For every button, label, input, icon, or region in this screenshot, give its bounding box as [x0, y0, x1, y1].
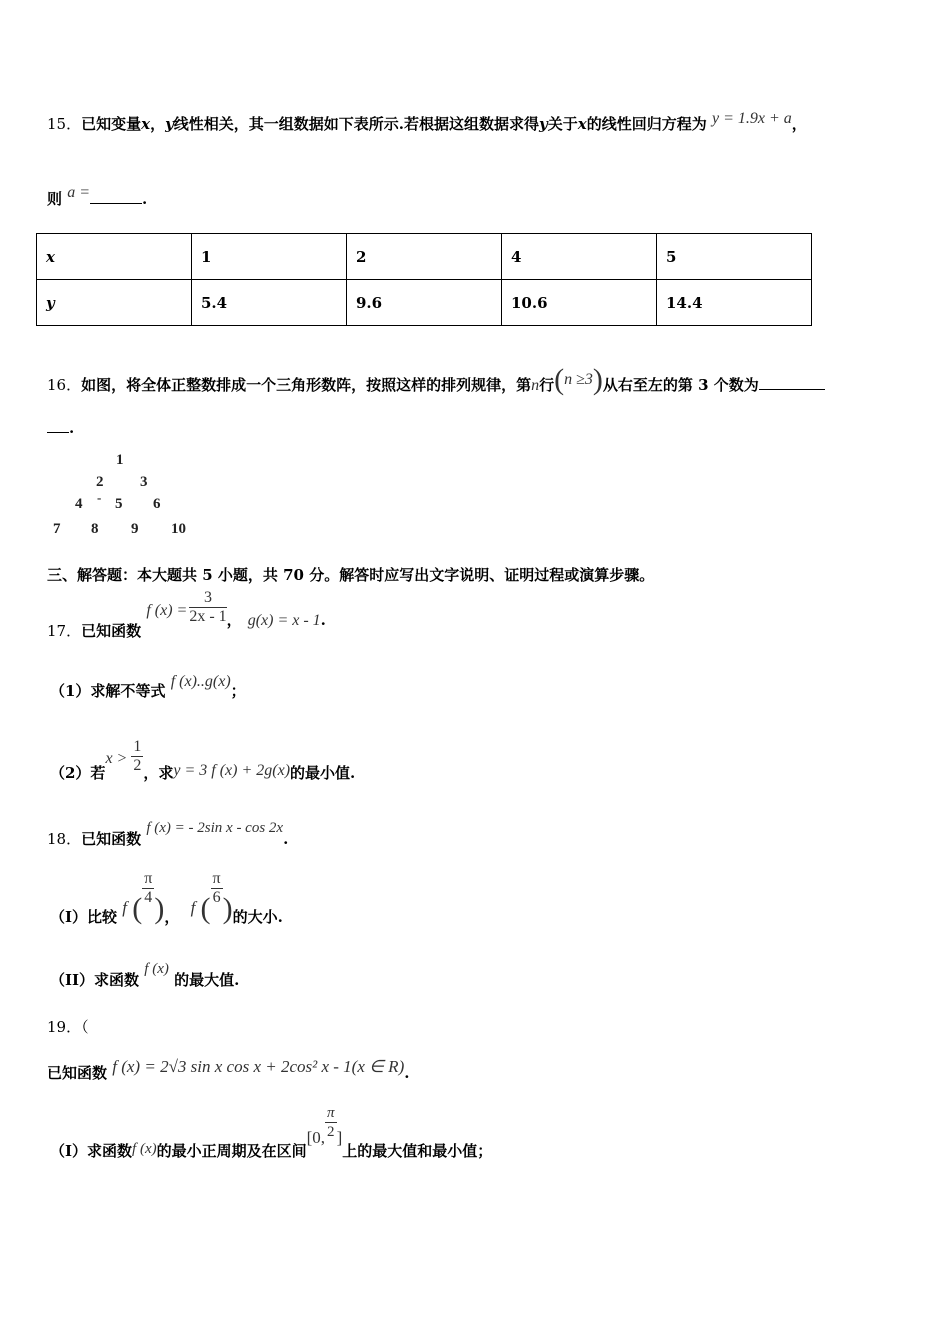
q15-text: 的线性回归方程为 [586, 115, 707, 133]
q15-number: 15． [47, 115, 82, 133]
part-label: （1）求解不等式 [50, 682, 166, 700]
punct: ； [230, 682, 246, 700]
f-symbol: f [190, 897, 196, 917]
q17-text: 的最小值. [290, 763, 356, 782]
triangle-number: 2 [96, 474, 104, 490]
q19-text: 上的最大值和最小值； [342, 1141, 493, 1160]
section-heading: 三、解答题：本大题共 5 小题，共 70 分。解答时应写出文字说明、证明过程或演算步骤。 [47, 566, 655, 584]
q16-number: 16． [47, 376, 82, 394]
triangle-number: 3 [140, 474, 148, 490]
var-n: n [531, 377, 540, 394]
f-symbol: f (x) [132, 1140, 157, 1157]
table-cell: 10.6 [502, 280, 657, 326]
table-row-label: y [37, 280, 192, 326]
paren-open: ( [132, 891, 143, 925]
q16-line1 [47, 363, 825, 403]
f-definition: f (x) = [146, 601, 188, 619]
punct: ， [791, 115, 807, 133]
f-symbol: f [122, 897, 127, 917]
var-y: y [539, 115, 548, 133]
part-label: （2）若 [50, 763, 106, 782]
triangle-number: 8 [91, 521, 99, 537]
paren-open: ( [200, 891, 211, 925]
q17-part2 [50, 730, 356, 782]
punct: ， [150, 115, 166, 133]
numerator: π [327, 1105, 335, 1121]
fraction [325, 1104, 337, 1141]
punct: ， [226, 610, 242, 629]
q17-line1 [47, 589, 326, 640]
var-x: x [141, 115, 151, 133]
q18-part1 [50, 870, 283, 926]
triangle-number: 7 [53, 521, 61, 537]
q16-text: 如图，将全体正整数排成一个三角形数阵，按照这样的排列规律，第 [81, 376, 532, 394]
fraction [189, 589, 226, 626]
numerator: 3 [189, 589, 226, 608]
q19-text: 已知函数 [47, 1064, 108, 1082]
q15-text: 关于 [547, 115, 578, 133]
part-label: （I）求函数 [50, 1141, 133, 1160]
triangle-number: 9 [131, 521, 139, 537]
q19-line1 [47, 1057, 410, 1083]
punct: . [404, 1064, 410, 1082]
denominator: 2 [133, 757, 142, 774]
numerator: π [212, 870, 221, 887]
q17-part1 [50, 673, 246, 701]
triangle-mark: - [97, 490, 102, 505]
punct: . [69, 419, 75, 437]
triangle-number: 10 [171, 521, 186, 537]
q18-number: 18． [47, 830, 82, 848]
q15-line2 [47, 184, 148, 209]
fraction [211, 870, 223, 907]
table-cell: 9.6 [347, 280, 502, 326]
answer-blank [759, 389, 825, 390]
q16-text: 行 [539, 376, 555, 394]
expression: y = 3 f (x) + 2g(x) [173, 761, 291, 779]
denominator: 2 [327, 1124, 335, 1140]
q17-text: 已知函数 [81, 621, 142, 640]
q18-line1 [47, 820, 289, 849]
numerator: π [144, 870, 153, 887]
paren-open: ( [554, 363, 565, 396]
punct: . [142, 190, 148, 208]
regression-equation: y = 1.9x + a [711, 110, 792, 127]
paren-close: ) [592, 363, 603, 396]
triangle-number: 6 [153, 496, 161, 512]
q19-text: 的最小正周期及在区间 [156, 1141, 307, 1160]
q17-text: ，求 [143, 763, 174, 782]
denominator: 4 [144, 889, 153, 906]
g-definition: g(x) = x - 1 [247, 611, 321, 629]
q18-part2 [50, 961, 240, 990]
f-definition: f (x) = 2√3 sin x cos x + 2cos² x - 1(x ∈ R) [112, 1057, 405, 1076]
fraction [142, 870, 154, 907]
q15-text: 线性相关，其一组数据如下表所示.若根据这组数据求得 [173, 115, 540, 133]
condition: x > [105, 749, 128, 767]
var-x: x [577, 115, 587, 133]
denominator: 6 [212, 889, 221, 906]
table-row-label: x [37, 234, 192, 280]
fraction [131, 738, 143, 775]
q18-text: 的大小. [232, 907, 283, 926]
triangle-number: 1 [116, 452, 124, 468]
punct: ， [164, 907, 180, 926]
q17-number: 17． [47, 621, 82, 640]
q18-text: 已知函数 [81, 830, 142, 848]
triangle-number: 5 [115, 496, 123, 512]
table-cell: 5 [657, 234, 812, 280]
q16-text: 从右至左的第 3 个数为 [602, 376, 759, 394]
paren-close: ) [222, 891, 233, 925]
table-cell: 2 [347, 234, 502, 280]
paren-close: ) [154, 891, 165, 925]
table-cell: 4 [502, 234, 657, 280]
denominator: 2x - 1 [189, 608, 227, 625]
var-y: y [165, 115, 174, 133]
part-label: （I）比较 [50, 907, 118, 926]
table-row [37, 280, 812, 326]
q15-text: 则 [47, 190, 63, 208]
q15-text: 已知变量 [81, 115, 142, 133]
q19-number-line [47, 1016, 89, 1037]
f-definition: f (x) = - 2sin x - cos 2x [146, 820, 284, 836]
data-table [36, 233, 812, 326]
q15-line1 [47, 110, 807, 134]
q18-text: 的最大值. [174, 971, 240, 989]
interval-close: ] [336, 1127, 343, 1147]
punct: . [320, 610, 326, 629]
answer-blank [47, 432, 69, 433]
table-cell: 1 [192, 234, 347, 280]
table-cell: 5.4 [192, 280, 347, 326]
q19-number: 19．（ [47, 1018, 89, 1036]
f-symbol: f (x) [144, 961, 169, 977]
part-label: （II）求函数 [50, 971, 140, 989]
q19-part1 [50, 1105, 493, 1160]
q16-line2 [47, 419, 74, 437]
inequality: f (x)..g(x) [170, 673, 231, 690]
interval-open: [0, [306, 1127, 326, 1147]
table-cell: 14.4 [657, 280, 812, 326]
triangle-number: 4 [75, 496, 83, 512]
answer-blank [90, 203, 142, 204]
punct: . [283, 830, 289, 848]
table-row [37, 234, 812, 280]
a-hat: a = [67, 184, 91, 201]
condition: n ≥3 [564, 371, 593, 388]
numerator: 1 [133, 738, 142, 755]
